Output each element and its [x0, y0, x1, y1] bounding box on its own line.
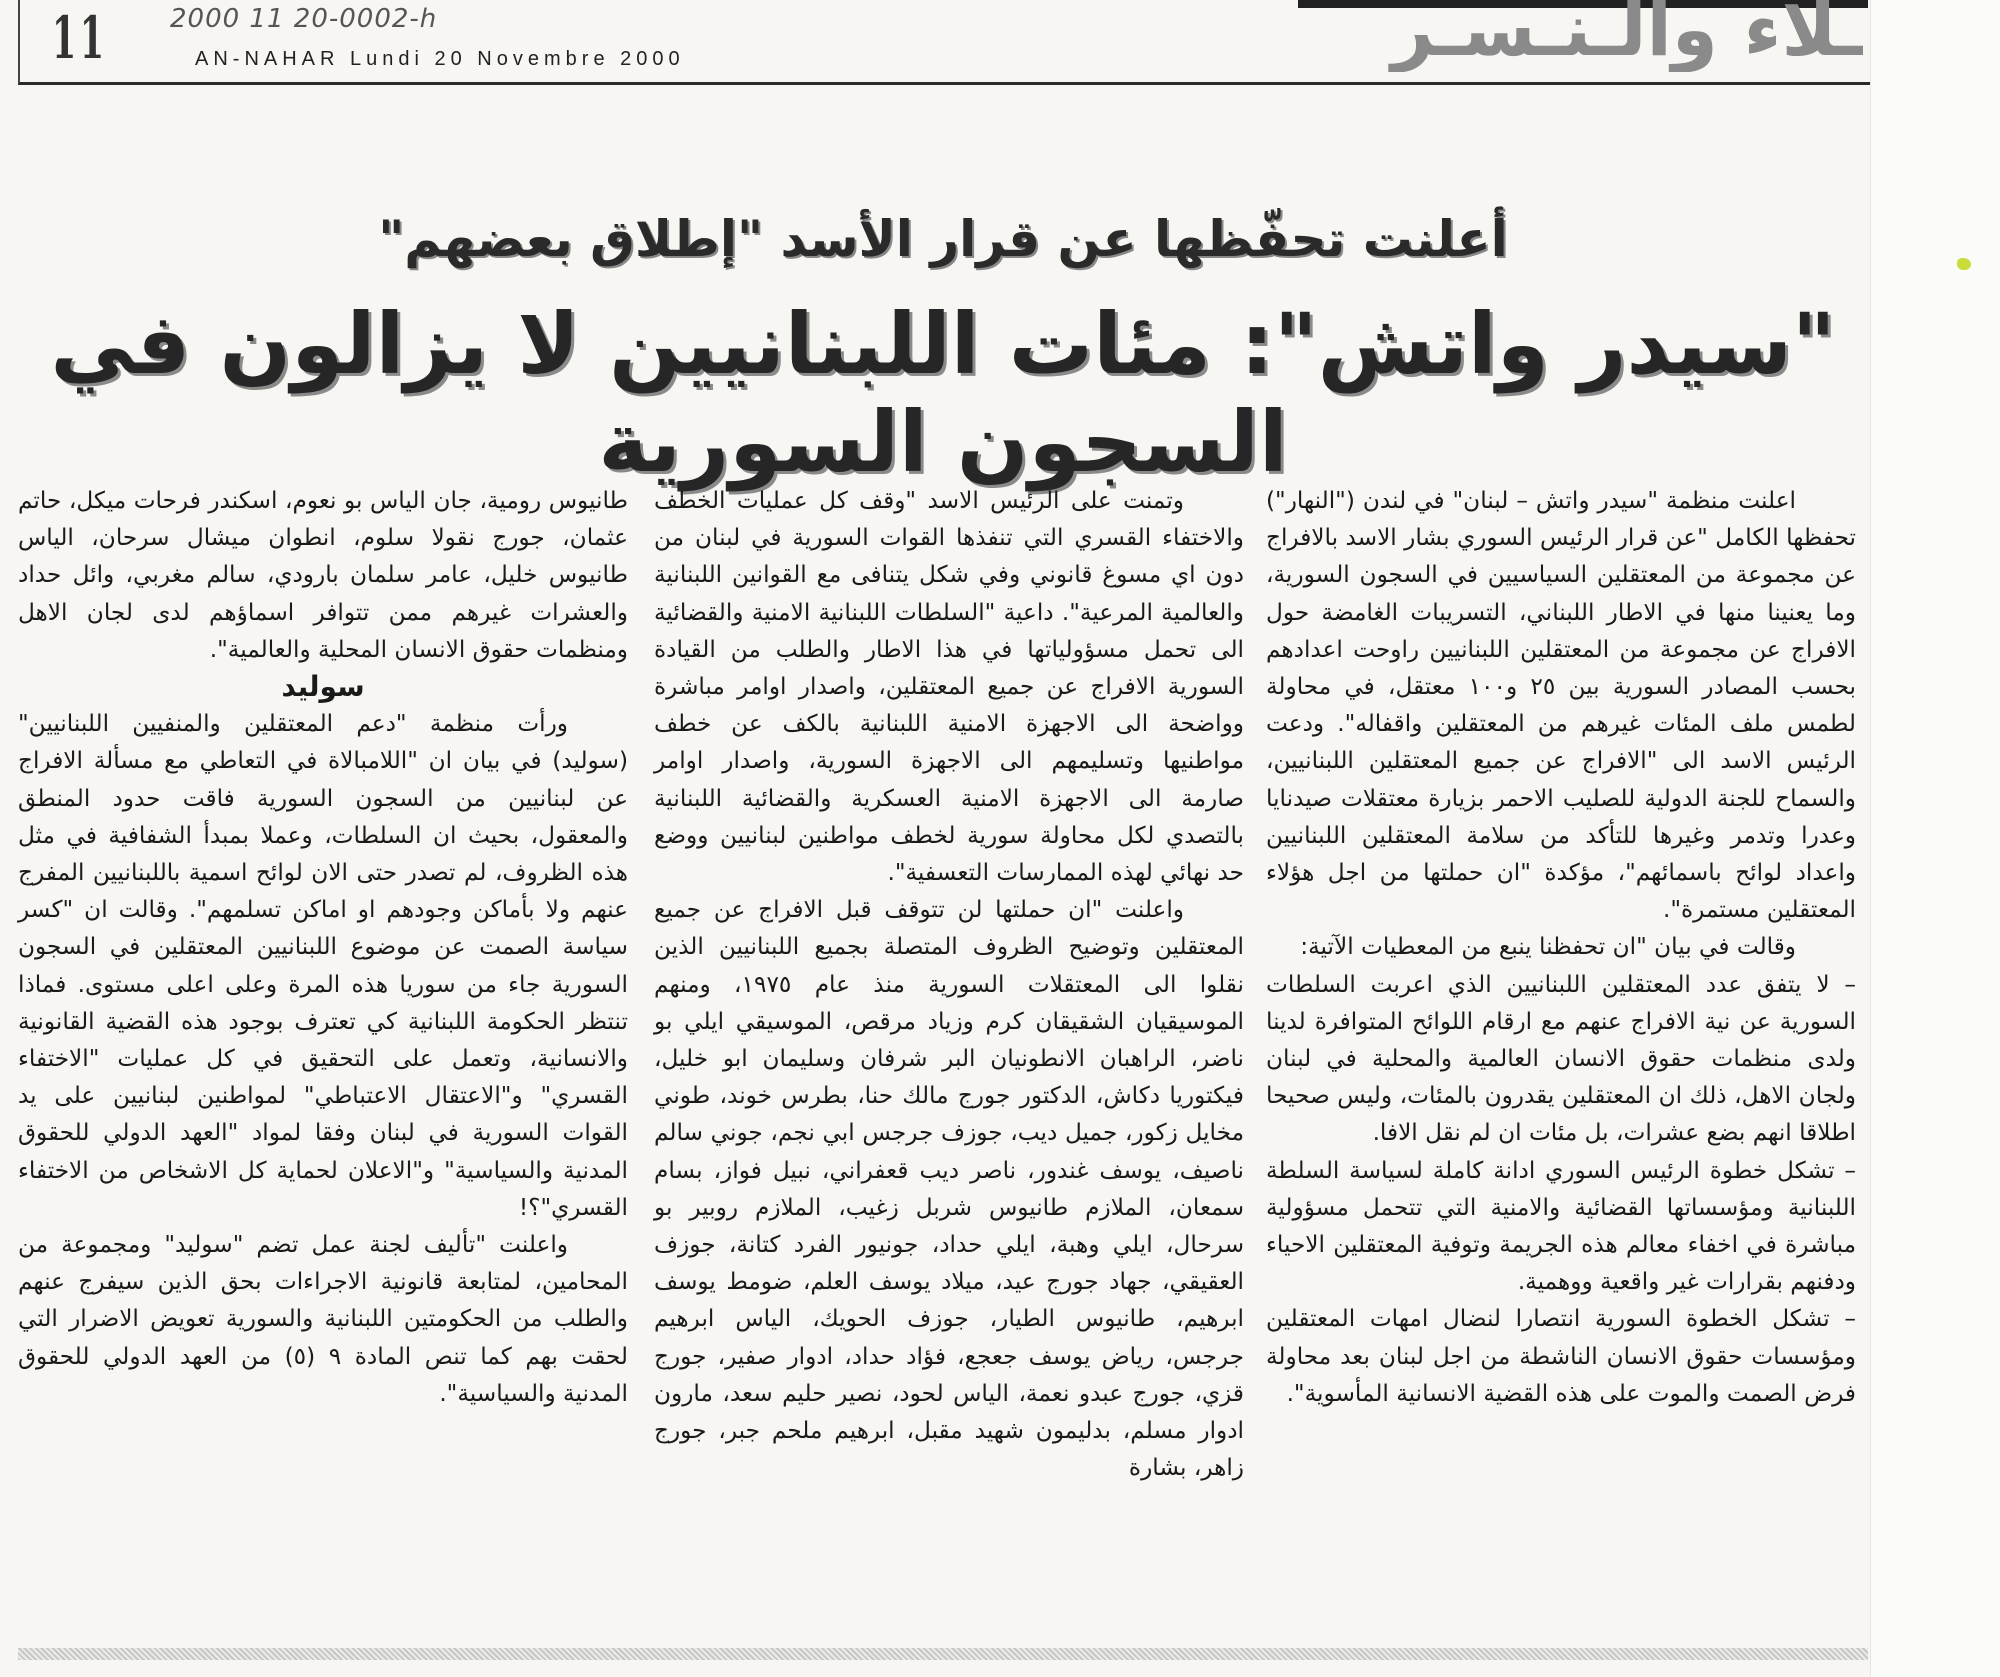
paragraph: وتمنت على الرئيس الاسد "وقف كل عمليات الخطف والاختفاء القسري التي تنفذها القوات السورية في لبنان من دون اي مسوغ قانوني وفي شكل يتنافى مع القوانين اللبنانية والعالمية المرعية". داعية "السلطات اللبنانية الامنية والقضائية الى تحمل مسؤولياتها في هذا الاطار والطلب من القيادة السورية الافراج عن جميع المعتقلين، واصدار اوامر مباشرة وواضحة الى الاجهزة الامنية اللبنانية بالكف عن خطف مواطنيها وتسليمهم الى الاجهزة السورية، واصدار اوامر صارمة الى الاجهزة الامنية العسكرية والقضائية اللبنانية بالتصدي لكل محاولة سورية لخطف مواطنين لبنانيين ووضع حد نهائي لهذه الممارسات التعسفية".	[654, 487, 1244, 887]
handwritten-archive-code: 2000 11 20-0002-h	[170, 4, 438, 34]
newspaper-clipping	[18, 0, 1868, 1677]
highlighter-mark	[1957, 258, 1971, 270]
paragraph: وقالت في بيان "ان تحفظنا ينبع من المعطيات الآتية:	[1300, 933, 1796, 961]
bullet-paragraph: – تشكل خطوة الرئيس السوري ادانة كاملة لسياسة السلطة اللبنانية ومؤسساتها القضائية والامنية التي تتحمل مسؤولية مباشرة في اخفاء معالم هذه الجريمة وتوفية المعتقلين الاحياء ودفنهم بقرارات غير واقعية ووهمية.	[1266, 1156, 1856, 1296]
paragraph: واعلنت "تأليف لجنة عمل تضم "سوليد" ومجموعة من المحامين، لمتابعة قانونية الاجراءات بحق الذين سيفرج عنهم والطلب من الحكومتين اللبنانية والسورية تعويض الاضرار التي لحقت بهم كما تنص المادة ٩ (٥) من العهد الدولي للحقوق المدنية والسياسية".	[18, 1231, 628, 1407]
article-column-left	[18, 482, 628, 1412]
article-subheadline: أعلنت تحفّظها عن قرار الأسد "إطلاق بعضهم"	[378, 210, 1508, 268]
bullet-paragraph: – تشكل الخطوة السورية انتصارا لنضال امهات المعتقلين ومؤسسات حقوق الانسان الناشطة من اجل لبنان بعد محاولة فرض الصمت والموت على هذه القضية الانسانية المأسوية".	[1266, 1305, 1856, 1407]
scan-margin	[1870, 0, 2000, 1677]
section-heading: سوليد	[281, 670, 365, 704]
paragraph: اعلنت منظمة "سيدر واتش – لبنان" في لندن ("النهار") تحفظها الكامل "عن قرار الرئيس السوري بشار الاسد بالافراج عن مجموعة من المعتقلين السياسيين في السجون السورية، وما يعنينا منها في الاطار اللبناني، التسريبات الغامضة حول الافراج عن مجموعة من المعتقلين اللبنانيين راوحت اعدادهم بحسب المصادر السورية بين ٢٥ و١٠٠ معتقل، في محاولة لطمس ملف المئات غيرهم من المعتقلين واقفاله". ودعت الرئيس الاسد الى "الافراج عن جميع المعتقلين اللبنانيين، والسماح للجنة الدولية للصليب الاحمر بزيارة معتقلات صيدنايا وعدرا وتدمر وغيرها للتأكد من سلامة المعتقلين اللبنانيين واعداد لوائح باسمائهم"، مؤكدة "ان حملتها من اجل هؤلاء المعتقلين مستمرة".	[1266, 487, 1856, 924]
article-headline: "سيدر واتش": مئات اللبنانيين لا يزالون في السجون السورية	[50, 295, 1836, 491]
page-number: 11	[52, 4, 108, 72]
dateline: AN-NAHAR Lundi 20 Novembre 2000	[195, 48, 685, 70]
paragraph: واعلنت "ان حملتها لن تتوقف قبل الافراج عن جميع المعتقلين وتوضيح الظروف المتصلة بجميع اللبنانيين الذين نقلوا الى المعتقلات السورية منذ عام ١٩٧٥، ومنهم الموسيقيان الشقيقان كرم وزياد مرقص، الموسيقي ايلي بو ناضر، الراهبان الانطونيان البر شرفان وسليمان ابو خليل، فيكتوريا دكاش، الدكتور جورج مالك حنا، بطرس خوند، طوني مخايل زكور، جميل ديب، جوزف جرجس ابي نجم، جوني سالم ناصيف، يوسف غندور، ناصر ديب قعفراني، نبيل فواز، بسام سمعان، الملازم طانيوس شربل زغيب، الملازم روبير بو سرحال، ايلي وهبة، ايلي حداد، جونيور الفرد كتانة، جوزف العقيقي، جهاد جورج عيد، ميلاد يوسف العلم، ضومط يوسف ابرهيم، طانيوس الطيار، جوزف الحويك، الياس ابرهيم جرجس، رياض يوسف جعجع، فؤاد حداد، ادوار صفير، جورج قزي، جورج عبدو نعمة، الياس لحود، نصير حليم سعد، مارون ادوار مسلم، بدليمون شهيد مقبل، ابرهيم ملحم جبر، جورج زاهر، بشارة	[654, 896, 1244, 1482]
paragraph: ورأت منظمة "دعم المعتقلين والمنفيين اللبنانيين" (سوليد) في بيان ان "اللامبالاة في التعاطي مع مسألة الافراج عن لبنانيين من السجون السورية فاقت حدود المنطق والمعقول، بحيث ان السلطات، وعملا بمبدأ الشفافية في مثل هذه الظروف، لم تصدر حتى الان لوائح اسمية باللبنانيين المفرج عنهم ولا بأماكن وجودهم او اماكن تسلمهم". وقالت ان "كسر سياسة الصمت عن موضوع اللبنانيين المعتقلين في السجون السورية جاء من سوريا هذه المرة وعلى اعلى مستوى. فماذا تنتظر الحكومة اللبنانية كي تعترف بوجود هذه القضية القانونية والانسانية، وتعمل على التحقيق في كل عمليات "الاختفاء القسري" و"الاعتقال الاعتباطي" لمواطنين لبنانيين على يد القوات السورية في لبنان وفقا لمواد "العهد الدولي للحقوق المدنية والسياسية" و"الاعلان لحماية كل الاشخاص من الاختفاء القسري"؟!	[18, 710, 628, 1221]
article-column-right	[1266, 482, 1856, 1412]
article-column-middle	[654, 482, 1244, 1486]
bottom-rule	[18, 1648, 1868, 1660]
newspaper-masthead: ـلاء والـنـسـر	[1391, 0, 1863, 72]
paragraph: طانيوس رومية، جان الياس بو نعوم، اسكندر فرحات ميكل، حاتم عثمان، جورج نقولا سلوم، انطوان ميشال سرحان، الياس طانيوس خليل، عامر سلمان بارودي، سالم مغربي، وائل حداد والعشرات غيرهم ممن تتوافر اسماؤهم لدى لجان الاهل ومنظمات حقوق الانسان المحلية والعالمية".	[18, 487, 628, 663]
bullet-paragraph: – لا يتفق عدد المعتقلين اللبنانيين الذي اعربت السلطات السورية عن نية الافراج عنهم مع ارقام اللوائح المتوافرة لدينا ولدى منظمات حقوق الانسان العالمية والمحلية في لبنان ولجان الاهل، ذلك ان المعتقلين يقدرون بالمئات، وليس صحيحا اطلاقا انهم بضع عشرات، بل مئات ان لم نقل الافا.	[1266, 970, 1856, 1147]
